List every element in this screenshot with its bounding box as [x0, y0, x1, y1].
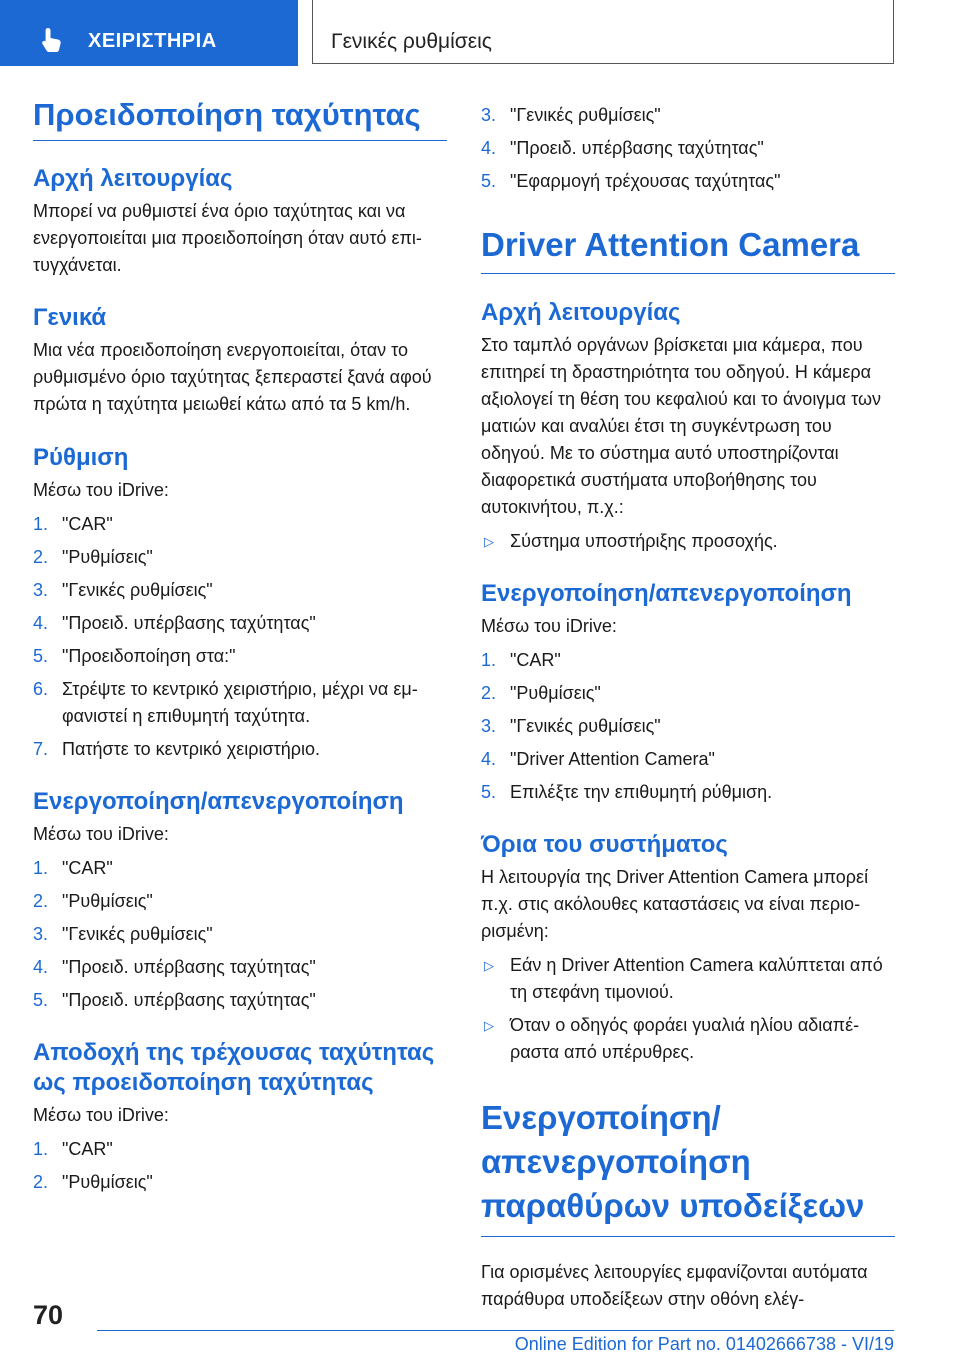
- paragraph-setting-intro: Μέσω του iDrive:: [33, 480, 169, 500]
- paragraph-camera-activation-intro: Μέσω του iDrive:: [481, 616, 617, 636]
- paragraph-system-limits: Η λειτουργία της Driver Attention Camera μπορεί π.χ. στις ακόλουθες καταστάσεις να είναι περιορισμένη:: [481, 867, 869, 941]
- list-item: [481, 528, 895, 555]
- step-text: "Γενικές ρυθμίσεις": [510, 716, 661, 736]
- step-text: Επιλέξτε την επιθυμητή ρύθμιση.: [510, 782, 773, 802]
- step-number: 3.: [33, 924, 49, 944]
- list-camera-systems: [481, 528, 895, 555]
- list-item: [33, 643, 447, 670]
- list-item: [33, 577, 447, 604]
- list-item: [33, 1169, 447, 1196]
- step-text: "Προειδ. υπέρβασης ταχύτητας": [62, 613, 316, 633]
- step-text: "CAR": [62, 858, 113, 878]
- step-number: 2.: [481, 683, 497, 703]
- list-item: [481, 952, 895, 1006]
- heading-general: Γενικά: [33, 304, 107, 331]
- step-number: 1.: [33, 858, 49, 878]
- step-text: "CAR": [62, 514, 113, 534]
- list-item: [33, 610, 447, 637]
- heading-activation: Ενεργοποίηση/απενεργοποίηση: [33, 788, 404, 815]
- step-text: "Γενικές ρυθμίσεις": [62, 924, 213, 944]
- list-item: [33, 511, 447, 538]
- list-system-limits: [481, 952, 895, 1066]
- manual-section-label: ΧΕΙΡΙΣΤΗΡΙΑ: [88, 30, 217, 52]
- step-text: "CAR": [62, 1139, 113, 1159]
- step-text: "Ρυθμίσεις": [62, 547, 153, 567]
- paragraph-accept-intro: Μέσω του iDrive:: [33, 1105, 169, 1125]
- step-text: "Εφαρμογή τρέχουσας ταχύτητας": [510, 171, 781, 191]
- step-number: 2.: [33, 891, 49, 911]
- step-number: 1.: [33, 1139, 49, 1159]
- list-item: [481, 680, 895, 707]
- section-title-speed-warning: Προειδοποίηση ταχύτητας: [33, 96, 447, 141]
- list-item: [33, 888, 447, 915]
- right-column: [481, 102, 895, 1313]
- step-number: 1.: [481, 650, 497, 670]
- step-number: 5.: [33, 646, 49, 666]
- list-accept-steps-continued: [481, 102, 895, 195]
- list-setting-steps: [33, 511, 447, 763]
- step-number: 4.: [481, 138, 497, 158]
- step-number: 3.: [481, 105, 497, 125]
- paragraph-principle: Μπορεί να ρυθμιστεί ένα όριο ταχύτητας και να ενεργοποιείται μια προειδοποίηση όταν αυτό επιτυγχάνεται.: [33, 201, 422, 275]
- step-text: "Προειδ. υπέρβασης ταχύτητας": [62, 990, 316, 1010]
- paragraph-hint-windows: Για ορισμένες λειτουργίες εμφανίζονται αυτόματα παράθυρα υποδείξεων στην οθόνη ελέγ-: [481, 1262, 868, 1309]
- step-text: "Ρυθμίσεις": [62, 1172, 153, 1192]
- list-camera-activation-steps: [481, 647, 895, 806]
- list-item: [33, 954, 447, 981]
- list-item: [481, 746, 895, 773]
- section-title-hint-windows: Ενεργοποίηση/ απενεργοποίηση παραθύρων υποδείξεων: [481, 1096, 895, 1237]
- page-number: 70: [33, 1300, 64, 1330]
- breadcrumb: [312, 0, 894, 64]
- bullet-text: Όταν ο οδηγός φοράει γυαλιά ηλίου αδιαπέραστα από υπέρυθρες.: [510, 1015, 860, 1062]
- list-item: [481, 647, 895, 674]
- list-item: [481, 1012, 895, 1066]
- edition-footer: Online Edition for Part no. 01402666738 - VI/19: [514, 1334, 894, 1354]
- step-text: "Προειδ. υπέρβασης ταχύτητας": [62, 957, 316, 977]
- breadcrumb-text: Γενικές ρυθμίσεις: [331, 30, 492, 53]
- footer-divider: [97, 1330, 894, 1331]
- step-number: 5.: [481, 782, 497, 802]
- heading-accept-speed: Αποδοχή της τρέχουσας ταχύτητας ως προειδοποίηση ταχύτητας: [33, 1039, 435, 1096]
- bullet-text: Σύστημα υποστήριξης προσοχής.: [510, 531, 778, 551]
- step-text: "Driver Attention Camera": [510, 749, 715, 769]
- triangle-bullet-icon: ▷: [484, 1018, 494, 1033]
- step-number: 6.: [33, 679, 49, 699]
- step-number: 3.: [481, 716, 497, 736]
- list-item: [33, 987, 447, 1014]
- step-text: Στρέψτε το κεντρικό χειριστήριο, μέχρι να εμφανιστεί η επιθυμητή ταχύτητα.: [62, 679, 418, 726]
- heading-setting: Ρύθμιση: [33, 444, 129, 471]
- bullet-text: Εάν η Driver Attention Camera καλύπτεται από τη στεφάνη τιμονιού.: [510, 955, 883, 1002]
- heading-camera-principle: Αρχή λειτουργίας: [481, 299, 681, 326]
- left-column: [33, 96, 447, 1196]
- paragraph-camera-principle: Στο ταμπλό οργάνων βρίσκεται μια κάμερα, που επιτηρεί τη δραστηριότητα του οδηγού. Η κάμερα αξιολογεί τη θέση του κεφαλιού και το άνοιγμα των ματιών και αναλύει έτσι τη συγκέντρωση του οδηγού. Με το σύστημα αυτό υποστηρίζονται διαφορετικά συστήματα υποβοήθησης του αυτοκινήτου, π.χ.:: [481, 335, 881, 517]
- paragraph-activation-intro: Μέσω του iDrive:: [33, 824, 169, 844]
- step-number: 7.: [33, 739, 49, 759]
- step-number: 5.: [33, 990, 49, 1010]
- section-title-driver-camera: Driver Attention Camera: [481, 223, 895, 274]
- list-item: [481, 102, 895, 129]
- list-item: [481, 135, 895, 162]
- heading-camera-activation: Ενεργοποίηση/απενεργοποίηση: [481, 580, 852, 607]
- step-number: 4.: [33, 957, 49, 977]
- heading-principle: Αρχή λειτουργίας: [33, 165, 233, 192]
- step-text: "Γενικές ρυθμίσεις": [510, 105, 661, 125]
- step-text: "Ρυθμίσεις": [510, 683, 601, 703]
- list-item: [33, 544, 447, 571]
- list-activation-steps: [33, 855, 447, 1014]
- hand-pointer-icon: [38, 26, 66, 54]
- list-accept-steps: [33, 1136, 447, 1196]
- step-text: "Γενικές ρυθμίσεις": [62, 580, 213, 600]
- step-number: 2.: [33, 1172, 49, 1192]
- step-number: 4.: [33, 613, 49, 633]
- list-item: [481, 168, 895, 195]
- step-number: 1.: [33, 514, 49, 534]
- paragraph-general: Μια νέα προειδοποίηση ενεργοποιείται, όταν το ρυθμισμένο όριο ταχύτητας ξεπεραστεί ξανά αφού πρώτα η ταχύτητα μειωθεί κάτω από τα 5 km/h.: [33, 340, 432, 414]
- triangle-bullet-icon: ▷: [484, 534, 494, 549]
- triangle-bullet-icon: ▷: [484, 958, 494, 973]
- list-item: [33, 736, 447, 763]
- step-text: Πατήστε το κεντρικό χειριστήριο.: [62, 739, 320, 759]
- step-text: "Προειδοποίηση στα:": [62, 646, 236, 666]
- heading-system-limits: Όρια του συστήματος: [481, 831, 728, 858]
- list-item: [33, 921, 447, 948]
- list-item: [481, 713, 895, 740]
- list-item: [33, 1136, 447, 1163]
- list-item: [33, 855, 447, 882]
- step-number: 3.: [33, 580, 49, 600]
- step-text: "Προειδ. υπέρβασης ταχύτητας": [510, 138, 764, 158]
- list-item: [33, 676, 447, 730]
- step-number: 4.: [481, 749, 497, 769]
- page-header: [0, 0, 960, 66]
- list-item: [481, 779, 895, 806]
- step-number: 5.: [481, 171, 497, 191]
- step-text: "Ρυθμίσεις": [62, 891, 153, 911]
- manual-section-tab[interactable]: [0, 0, 298, 66]
- step-number: 2.: [33, 547, 49, 567]
- step-text: "CAR": [510, 650, 561, 670]
